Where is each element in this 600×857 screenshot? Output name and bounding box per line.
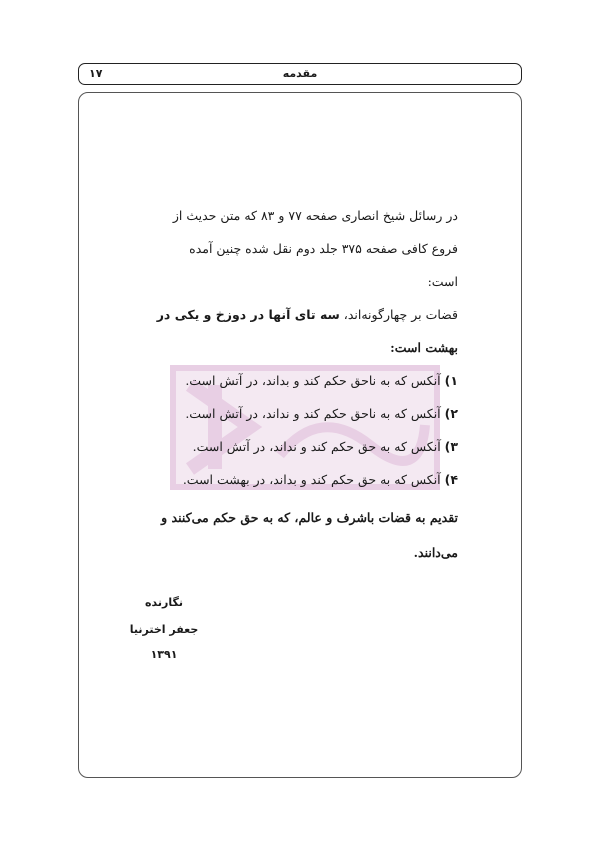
signature-year: ۱۳۹۱ xyxy=(150,648,178,661)
list-item-number: ۴) xyxy=(444,472,458,487)
intro-bold: سه تای آنها در دوزخ و یکی در xyxy=(156,307,340,322)
list-item-number: ۳) xyxy=(444,439,458,454)
list-item-text: آنکس که به حق حکم کند و بداند، در بهشت است. xyxy=(182,472,445,487)
list-item xyxy=(193,439,458,454)
list-item-number: ۲) xyxy=(444,406,458,421)
intro-line-2: بهشت است: xyxy=(390,340,458,355)
list-item xyxy=(185,373,458,388)
intro-plain: قضات بر چهارگونه‌اند، xyxy=(339,307,458,322)
body-line-2: فروع کافی صفحه ۳۷۵ جلد دوم نقل شده چنین آمده xyxy=(189,241,458,256)
dedication-line-1: تقدیم به قضات باشرف و عالم، که به حق حکم می‌کنند و xyxy=(161,510,458,525)
list-item xyxy=(183,472,458,487)
list-item-text: آنکس که به ناحق حکم کند و نداند، در آتش است. xyxy=(185,406,445,421)
list-item-number: ۱) xyxy=(444,373,458,388)
list-item-text: آنکس که به ناحق حکم کند و بداند، در آتش است. xyxy=(185,373,445,388)
page-number: ۱۷ xyxy=(89,67,103,80)
list-item xyxy=(185,406,458,421)
signature-role: نگارنده xyxy=(145,596,183,609)
body-line-3: است: xyxy=(427,274,458,289)
page-header xyxy=(78,63,522,85)
dedication-line-2: می‌دانند. xyxy=(413,545,458,560)
body-line-1: در رسائل شیخ انصاری صفحه ۷۷ و ۸۳ که متن حدیث از xyxy=(172,208,458,223)
intro-line xyxy=(157,307,458,322)
list-item-text: آنکس که به حق حکم کند و نداند، در آتش است. xyxy=(192,439,445,454)
signature-name: جعفر اخترنیا xyxy=(129,623,199,636)
chapter-title: مقدمه xyxy=(282,67,318,80)
